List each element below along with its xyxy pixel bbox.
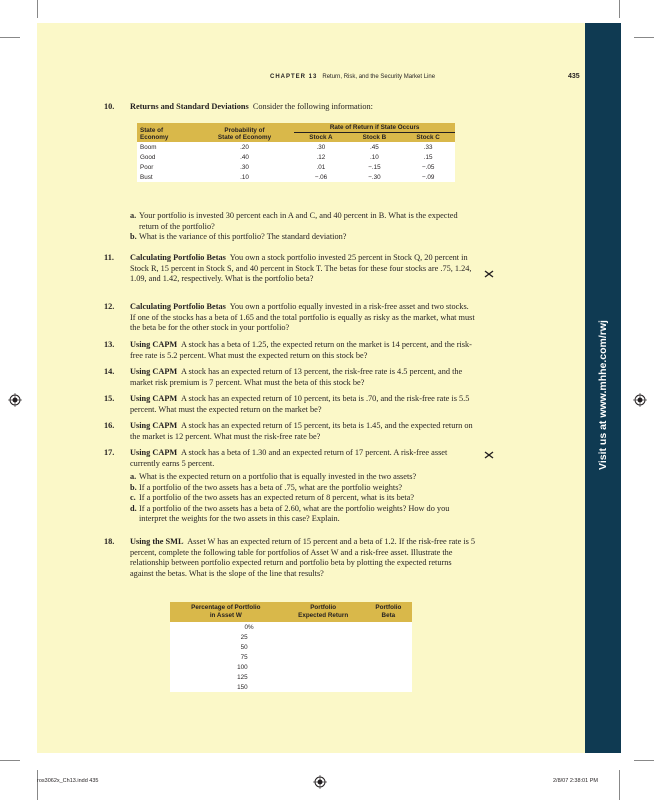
table-header-cell: Stock A — [294, 133, 347, 143]
table-cell: 25 — [240, 633, 248, 641]
problem-title: Using CAPM — [130, 340, 178, 349]
table-cell: −.15 — [368, 163, 381, 171]
table-header-cell: Portfolio Beta — [365, 602, 412, 622]
chapter-title: Return, Risk, and the Security Market Line — [322, 74, 436, 80]
table-row — [170, 642, 412, 652]
table-cell: .40 — [240, 153, 249, 161]
table-header-cell: Probability of State of Economy — [195, 123, 295, 142]
sub-question: c. If a portfolio of the two assets has an expected return of 8 percent, what is its beta? — [130, 493, 415, 502]
table-header-cell: Stock B — [348, 133, 402, 143]
table-cell: Boom — [140, 143, 157, 151]
problem-text: You own a stock portfolio invested 25 percent in Stock Q, 20 percent in Stock R, 15 percent in Stock S, and 40 percent in Stock T. The betas for these four stocks are .75, 1.24, 1.09, and 1.42, respectively. What is the portfolio beta? — [130, 253, 472, 283]
table-cell: 125 — [237, 673, 248, 681]
table-cell: .01 — [316, 163, 326, 171]
problem-text: A stock has a beta of 1.30 and an expected return of 17 percent. A risk-free asset currently earns 5 percent. — [130, 448, 448, 468]
footer-file-info: ros3062x_Ch13.indd 435 — [37, 778, 99, 784]
excel-master-it-icon — [484, 451, 494, 459]
problem-title: Returns and Standard Deviations — [130, 102, 249, 111]
problem-title: Using CAPM — [130, 367, 178, 376]
sub-question: a. Your portfolio is invested 30 percent each in A and C, and 40 percent in B. What is the expected return of the portfolio? — [130, 211, 458, 231]
problem-15 — [104, 394, 476, 415]
problem-text: Asset W has an expected return of 15 percent and a beta of 1.2. If the risk-free rate is 5 percent, complete the following table for portfolios of Asset W and a risk-free asset. Illustrate the relationship between portfolio expected return and portfolio beta by plotting the expected returns against the betas. What is the slope of the line that results? — [130, 537, 476, 578]
table-row — [170, 652, 412, 662]
table-cell: Poor — [140, 163, 154, 171]
table-cell: 50 — [240, 643, 248, 651]
problem-17 — [104, 448, 476, 525]
problem-number: 14. — [104, 367, 115, 376]
table-cell: .10 — [370, 153, 379, 161]
table-row — [170, 672, 412, 682]
table-cell: −.06 — [314, 173, 328, 181]
footer-timestamp: 2/8/07 2:38:01 PM — [553, 778, 598, 784]
problem-10 — [104, 102, 476, 113]
problem-13 — [104, 340, 476, 361]
table-cell: 75 — [240, 653, 248, 661]
sidebar-website-text: Visit us at www.mhhe.com/rwj — [597, 320, 609, 470]
table-cell: .20 — [240, 143, 249, 151]
problem-number: 12. — [104, 302, 115, 311]
returns-table — [137, 123, 455, 182]
table-row — [137, 162, 455, 172]
problem-number: 18. — [104, 537, 115, 546]
table-header-cell: Stock C — [401, 133, 455, 143]
crop-mark — [37, 770, 38, 800]
table-cell: Bust — [140, 173, 153, 181]
crop-mark — [619, 770, 620, 800]
registration-mark-icon — [313, 775, 327, 789]
problem-title: Calculating Portfolio Betas — [130, 302, 226, 311]
table-cell: −.09 — [421, 173, 435, 181]
table-cell: .30 — [240, 163, 249, 171]
problem-10-parts — [104, 211, 476, 243]
table-cell: .33 — [423, 143, 433, 151]
table-row — [137, 152, 455, 162]
crop-mark — [634, 760, 654, 761]
problem-18 — [104, 537, 476, 579]
problem-number: 11. — [104, 253, 114, 262]
table-row — [170, 632, 412, 642]
page-number: 435 — [568, 73, 580, 80]
crop-mark — [37, 0, 38, 18]
problem-16 — [104, 421, 476, 442]
table-cell: 150 — [237, 683, 248, 691]
table-cell: .30 — [316, 143, 326, 151]
table-row — [137, 142, 455, 152]
crop-mark — [634, 37, 654, 38]
sml-table — [170, 602, 412, 692]
sub-question: b. If a portfolio of the two assets has a beta of .75, what are the portfolio weights? — [130, 482, 403, 492]
table-header-cell: Percentage of Portfolio in Asset W — [170, 602, 282, 622]
table-row — [170, 662, 412, 672]
table-header-cell: State of Economy — [137, 123, 195, 142]
registration-mark-icon — [633, 393, 647, 407]
problem-text: A stock has a beta of 1.25, the expected return on the market is 14 percent, and the risk-free rate is 5.2 percent. What must the expected return on this stock be? — [130, 340, 472, 360]
problem-title: Using the SML — [130, 537, 184, 546]
problem-text: A stock has an expected return of 15 percent, its beta is 1.45, and the expected return on the market is 12 percent. What must the risk-free rate be? — [130, 421, 473, 441]
registration-mark-icon — [8, 393, 22, 407]
sub-question: a. What is the expected return on a portfolio that is equally invested in the two assets? — [130, 472, 417, 481]
problem-number: 17. — [104, 448, 115, 457]
table-row — [170, 682, 412, 692]
table-row — [170, 622, 412, 632]
problem-11 — [104, 253, 476, 285]
problem-title: Calculating Portfolio Betas — [130, 253, 226, 262]
crop-mark — [0, 760, 20, 761]
table-cell: −.05 — [421, 163, 435, 171]
table-cell: −.30 — [368, 173, 381, 181]
chapter-label: CHAPTER 13 — [270, 74, 318, 80]
problem-text: A stock has an expected return of 10 percent, its beta is .70, and the risk-free rate is 5.5 percent. What must the expected return on the market be? — [130, 394, 470, 414]
crop-mark — [619, 0, 620, 18]
table-cell: .45 — [370, 143, 379, 151]
problem-title: Using CAPM — [130, 394, 178, 403]
problem-number: 10. — [104, 102, 115, 111]
table-cell: 100 — [237, 663, 248, 671]
table-row — [137, 172, 455, 182]
table-header-cell: Rate of Return if State Occurs — [294, 123, 455, 133]
problem-number: 13. — [104, 340, 115, 349]
sub-question: d. If a portfolio of the two assets has a beta of 2.60, what are the portfolio weights? How do you interpret the weights for the two assets in this case? Explain. — [130, 503, 450, 523]
problem-14 — [104, 367, 476, 388]
problem-text: You own a portfolio equally invested in a risk-free asset and two stocks. If one of the stocks has a beta of 1.65 and the total portfolio is equally as risky as the market, what must the beta be for the other stock in your portfolio? — [130, 302, 475, 332]
problem-text: A stock has an expected return of 13 percent, the risk-free rate is 4.5 percent, and the market risk premium is 7 percent. What must the beta of this stock be? — [130, 367, 463, 387]
excel-master-it-icon — [484, 270, 494, 278]
table-header-cell: Portfolio Expected Return — [282, 602, 365, 622]
crop-mark — [0, 37, 20, 38]
problem-number: 15. — [104, 394, 115, 403]
problem-number: 16. — [104, 421, 115, 430]
table-cell: 0% — [244, 623, 254, 631]
problem-text: Consider the following information: — [252, 102, 373, 111]
table-cell: .10 — [240, 173, 249, 181]
table-cell: .12 — [316, 153, 326, 161]
sub-question: b. What is the variance of this portfolio? The standard deviation? — [130, 232, 347, 241]
table-cell: .15 — [423, 153, 433, 161]
problem-title: Using CAPM — [130, 448, 178, 457]
running-header — [270, 74, 435, 80]
problem-12 — [104, 302, 476, 334]
problem-title: Using CAPM — [130, 421, 178, 430]
table-cell: Good — [140, 153, 156, 161]
